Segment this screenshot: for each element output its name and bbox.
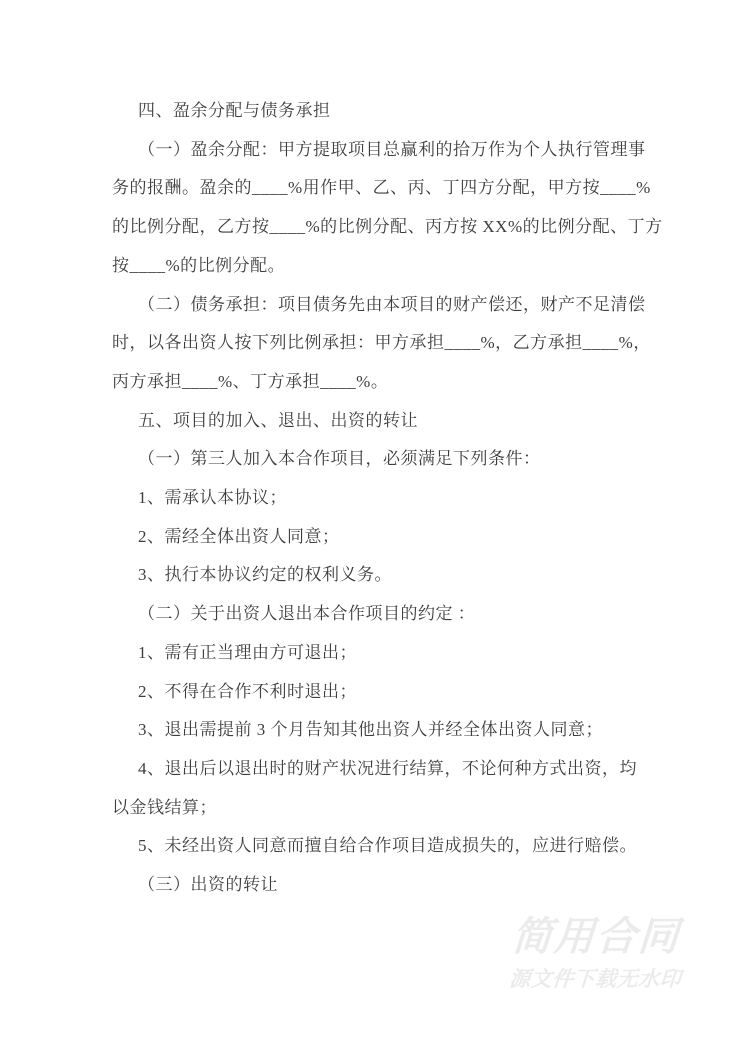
watermark xyxy=(508,916,693,990)
section-heading: 四、盈余分配与债务承担 xyxy=(138,101,331,120)
document-line: 时，以各出资人按下列比例承担：甲方承担____%，乙方承担____%， xyxy=(112,333,651,353)
watermark-title: 简用合同 xyxy=(510,914,682,960)
document-line: （三）出资的转让 xyxy=(138,875,278,895)
document-line: 按____%的比例分配。 xyxy=(112,255,286,275)
list-item: 3、退出需提前 3 个月告知其他出资人并经全体出资人同意； xyxy=(138,720,603,740)
list-item: 5、未经出资人同意而擅自给合作项目造成损失的，应进行赔偿。 xyxy=(138,836,637,856)
document-line: 务的报酬。盈余的____%用作甲、乙、丙、丁四方分配，甲方按____% xyxy=(112,178,651,198)
list-item: 2、不得在合作不利时退出； xyxy=(138,681,357,701)
document-line: 的比例分配，乙方按____%的比例分配、丙方按 XX%的比例分配、丁方 xyxy=(112,217,663,237)
list-item: 1、需承认本协议； xyxy=(138,488,287,508)
list-item: 2、需经全体出资人同意； xyxy=(138,526,340,546)
document-body xyxy=(112,92,663,905)
document-line: （二）关于出资人退出本合作项目的约定 ： xyxy=(138,604,476,624)
list-item: 以金钱结算； xyxy=(112,797,217,817)
watermark-subtitle: 源文件下载无水印 xyxy=(508,967,683,991)
list-item: 3、执行本协议约定的权利义务。 xyxy=(138,565,392,585)
document-line: （一）盈余分配：甲方提取项目总赢利的拾万作为个人执行管理事 xyxy=(138,139,646,159)
document-line: （二）债务承担：项目债务先由本项目的财产偿还，财产不足清偿 xyxy=(138,294,646,314)
list-item: 1、需有正当理由方可退出； xyxy=(138,642,357,662)
section-heading: 五、项目的加入、退出、出资的转让 xyxy=(138,410,418,430)
document-line: 丙方承担____%、丁方承担____%。 xyxy=(112,371,389,391)
document-line: （一）第三人加入本合作项目，必须满足下列条件： xyxy=(138,449,541,469)
list-item: 4、退出后以退出时的财产状况进行结算，不论何种方式出资，均 xyxy=(138,758,637,778)
